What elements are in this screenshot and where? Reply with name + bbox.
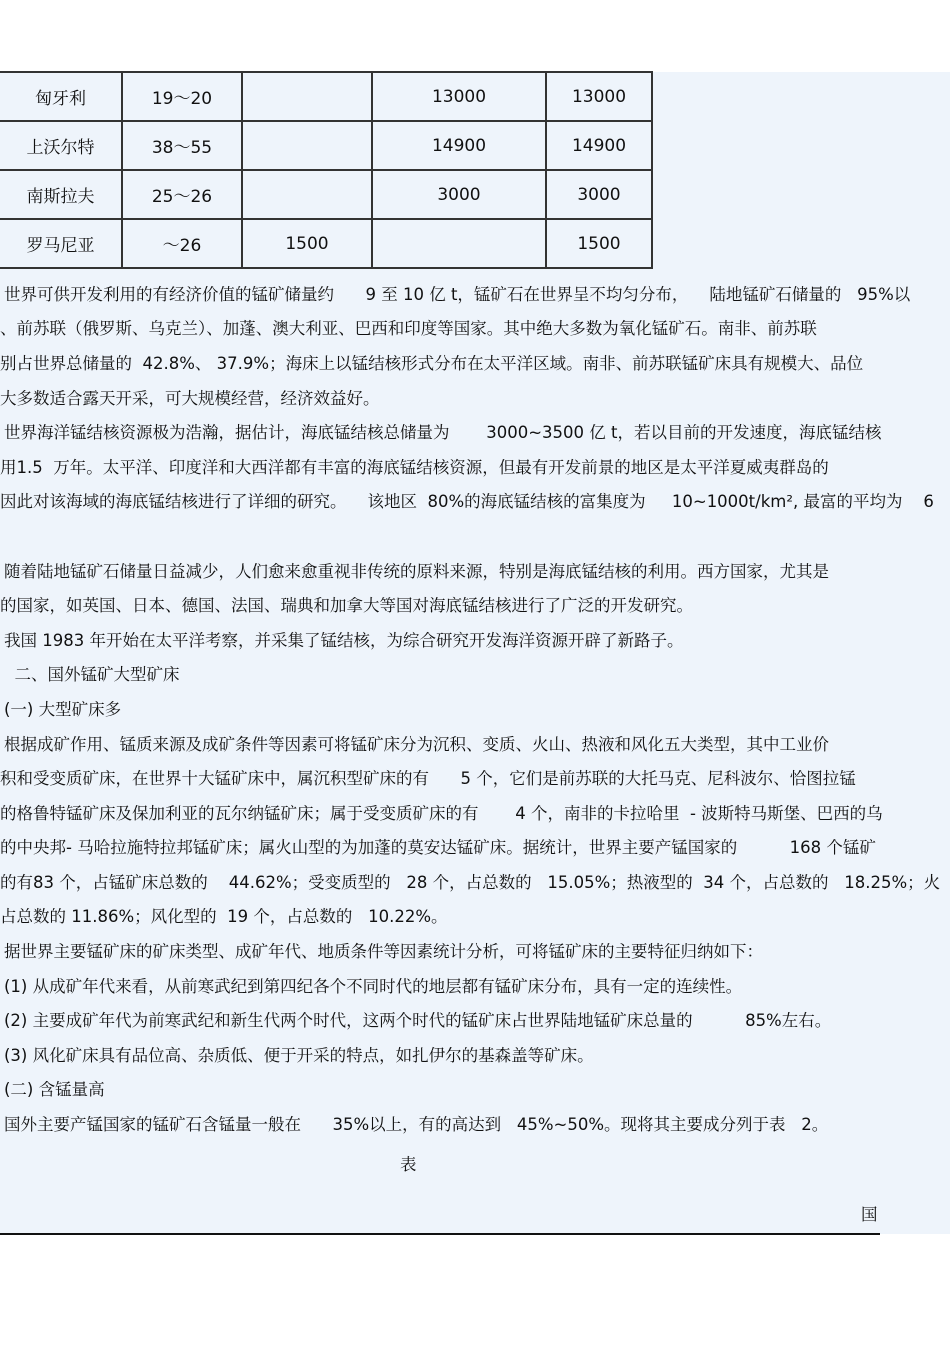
body-text-line: 随着陆地锰矿石储量日益减少，人们愈来愈重视非传统的原料来源，特别是海底锰结核的利用。西方国家，尤其是	[4, 562, 829, 581]
table-cell-country: 南斯拉夫	[0, 170, 122, 219]
section-heading: 二、国外锰矿大型矿床	[4, 665, 180, 684]
subsection-heading: (二) 含锰量高	[4, 1080, 105, 1099]
table-cell	[242, 72, 372, 121]
horizontal-rule	[0, 1233, 880, 1235]
body-text-line: 因此对该海域的海底锰结核进行了详细的研究。 该地区 80%的海底锰结核的富集度为 10~1000t/km², 最富的平均为 6	[0, 492, 934, 511]
table-cell-total: 13000	[546, 72, 652, 121]
table-cell: 1500	[242, 219, 372, 268]
table-cell-grade: 38～55	[122, 121, 242, 170]
body-text-line: 积和受变质矿床，在世界十大锰矿床中，属沉积型矿床的有 5 个，它们是前苏联的大托马克、尼科波尔、恰图拉锰	[0, 769, 856, 788]
table-cell-grade: 19～20	[122, 72, 242, 121]
body-text-line: 大多数适合露天开采，可大规模经营，经济效益好。	[0, 389, 380, 408]
body-text-line: 、前苏联（俄罗斯、乌克兰）、加蓬、澳大利亚、巴西和印度等国家。其中绝大多数为氧化锰矿石。南非、前苏联	[0, 319, 817, 338]
manganese-reserve-table	[0, 71, 653, 269]
body-text-line: 国外主要产锰国家的锰矿石含锰量一般在 35%以上，有的高达到 45%~50%。现将其主要成分列于表 2。	[4, 1115, 829, 1134]
table-cell-total: 3000	[546, 170, 652, 219]
table-cell-total: 1500	[546, 219, 652, 268]
subsection-heading: (一) 大型矿床多	[4, 700, 122, 719]
body-text-line: 的国家，如英国、日本、德国、法国、瑞典和加拿大等国对海底锰结核进行了广泛的开发研究。	[0, 596, 693, 615]
body-text-line: 别占世界总储量的 42.8%、 37.9%；海床上以锰结核形式分布在太平洋区域。南非、前苏联锰矿床具有规模大、品位	[0, 354, 864, 373]
table-row	[0, 170, 652, 219]
body-text-line: 据世界主要锰矿床的矿床类型、成矿年代、地质条件等因素统计分析，可将锰矿床的主要特征归纳如下：	[4, 942, 763, 961]
table-cell-country: 罗马尼亚	[0, 219, 122, 268]
table-cell-grade: 25～26	[122, 170, 242, 219]
table-cell	[242, 121, 372, 170]
body-text-line: 世界可供开发利用的有经济价值的锰矿储量约 9 至 10 亿 t，锰矿石在世界呈不均匀分布， 陆地锰矿石储量的 95%以	[4, 285, 911, 304]
table-cell	[372, 219, 546, 268]
table-cell: 14900	[372, 121, 546, 170]
body-text-line: 的中央邦- 马哈拉施特拉邦锰矿床；属火山型的为加蓬的莫安达锰矿床。据统计，世界主要产锰国家的 168 个锰矿	[0, 838, 876, 857]
table-cell	[242, 170, 372, 219]
list-item: (2) 主要成矿年代为前寒武纪和新生代两个时代，这两个时代的锰矿床占世界陆地锰矿床总量的 85%左右。	[4, 1011, 832, 1030]
table-cell-country: 匈牙利	[0, 72, 122, 121]
table-cell-grade: ～26	[122, 219, 242, 268]
body-text-line: 的有83 个，占锰矿床总数的 44.62%；受变质型的 28 个，占总数的 15.05%；热液型的 34 个，占总数的 18.25%；火	[0, 873, 941, 892]
table-cell-total: 14900	[546, 121, 652, 170]
table-cell: 3000	[372, 170, 546, 219]
list-item: (3) 风化矿床具有品位高、杂质低、便于开采的特点，如扎伊尔的基森盖等矿床。	[4, 1046, 594, 1065]
list-item: (1) 从成矿年代来看，从前寒武纪到第四纪各个不同时代的地层都有锰矿床分布，具有一定的连续性。	[4, 977, 743, 996]
table-row	[0, 121, 652, 170]
table-cell: 13000	[372, 72, 546, 121]
body-text-line: 根据成矿作用、锰质来源及成矿条件等因素可将锰矿床分为沉积、变质、火山、热液和风化五大类型，其中工业价	[4, 735, 829, 754]
table-row	[0, 219, 652, 268]
body-text-line: 占总数的 11.86%；风化型的 19 个，占总数的 10.22%。	[0, 907, 448, 926]
table-header-fragment: 国	[861, 1205, 878, 1224]
table-row	[0, 72, 652, 121]
body-text-line: 世界海洋锰结核资源极为浩瀚，据估计，海底锰结核总储量为 3000~3500 亿 t，若以目前的开发速度，海底锰结核	[4, 423, 882, 442]
table-caption: 表	[400, 1155, 417, 1174]
body-text-line: 我国 1983 年开始在太平洋考察，并采集了锰结核，为综合研究开发海洋资源开辟了新路子。	[4, 631, 684, 650]
body-text-line: 的格鲁特锰矿床及保加利亚的瓦尔纳锰矿床；属于受变质矿床的有 4 个，南非的卡拉哈里 - 波斯特马斯堡、巴西的乌	[0, 804, 883, 823]
table-cell-country: 上沃尔特	[0, 121, 122, 170]
body-text-line: 用1.5 万年。太平洋、印度洋和大西洋都有丰富的海底锰结核资源，但最有开发前景的地区是太平洋夏威夷群岛的	[0, 458, 829, 477]
